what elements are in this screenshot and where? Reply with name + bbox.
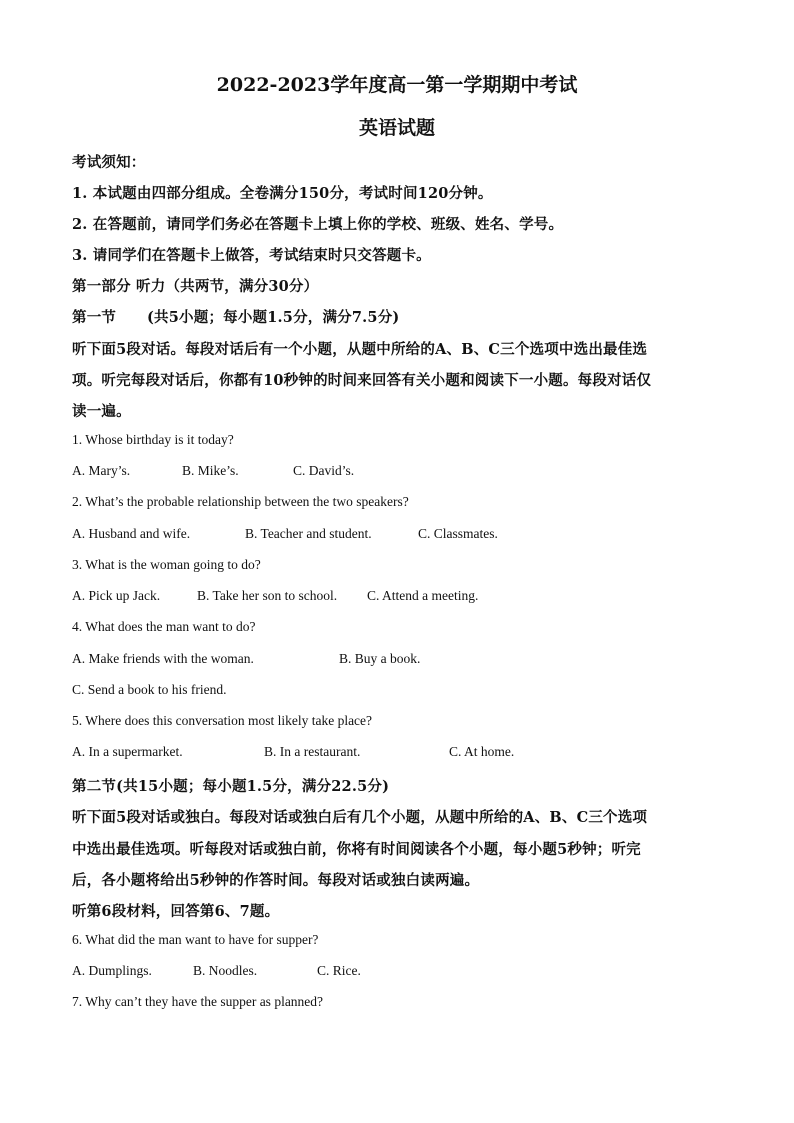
section1-instruction-line: 听下面5段对话。每段对话后有一个小题，从题中所给的A、B、C三个选项中选出最佳选 <box>72 341 648 358</box>
option-a: A. Dumplings. <box>72 963 152 978</box>
part1-heading: 第一部分 听力（共两节，满分30分） <box>72 278 319 295</box>
option-a: A. Pick up Jack. <box>72 588 161 603</box>
option-b: B. Mike’s. <box>182 463 239 478</box>
question-4: 4. What does the man want to do? <box>72 619 256 634</box>
question-5: 5. Where does this conversation most likely take place? <box>72 713 373 728</box>
option-b: B. Teacher and student. <box>245 526 372 541</box>
question-3: 3. What is the woman going to do? <box>72 557 261 572</box>
options-row-5 <box>72 744 752 764</box>
notice-item-3: 3. 请同学们在答题卡上做答，考试结束时只交答题卡。 <box>72 247 431 264</box>
question-6: 6. What did the man want to have for supper? <box>72 932 319 947</box>
question-7: 7. Why can’t they have the supper as planned? <box>72 994 324 1009</box>
option-b: B. Buy a book. <box>339 651 421 666</box>
option-b: B. Take her son to school. <box>197 588 338 603</box>
section2-instruction-line: 中选出最佳选项。听每段对话或独白前，你将有时间阅读各个小题，每小题5秒钟；听完 <box>72 841 641 858</box>
question-1: 1. Whose birthday is it today? <box>72 432 234 447</box>
option-c: C. David’s. <box>293 463 355 478</box>
section2-heading: 第二节(共15小题；每小题1.5分，满分22.5分) <box>72 778 390 795</box>
question-2: 2. What’s the probable relationship between the two speakers? <box>72 494 409 509</box>
section2-instruction-line: 听下面5段对话或独白。每段对话或独白后有几个小题，从题中所给的A、B、C三个选项 <box>72 809 648 826</box>
option-a: A. Mary’s. <box>72 463 131 478</box>
material-note: 听第6段材料，回答第6、7题。 <box>72 903 280 920</box>
option-a: A. In a supermarket. <box>72 744 183 759</box>
option-c: C. At home. <box>449 744 515 759</box>
notice-item-2: 2. 在答题前，请同学们务必在答题卡上填上你的学校、班级、姓名、学号。 <box>72 216 564 233</box>
options-row-4 <box>72 651 752 671</box>
notice-item-1: 1. 本试题由四部分组成。全卷满分150分，考试时间120分钟。 <box>72 185 493 202</box>
options-row-1 <box>72 463 752 483</box>
option-c: C. Rice. <box>317 963 361 978</box>
section1-instruction-line: 读一遍。 <box>72 403 131 420</box>
section1-heading-detail: (共5小题；每小题1.5分，满分7.5分) <box>147 309 400 326</box>
option-c: C. Classmates. <box>418 526 498 541</box>
notice-heading: 考试须知： <box>72 154 146 171</box>
option-b: B. Noodles. <box>193 963 258 978</box>
option-c: C. Send a book to his friend. <box>72 682 227 697</box>
options-row-6 <box>72 963 752 983</box>
options-row-3 <box>72 588 752 608</box>
section2-instruction-line: 后，各小题将给出5秒钟的作答时间。每段对话或独白读两遍。 <box>72 872 480 889</box>
option-b: B. In a restaurant. <box>264 744 361 759</box>
option-a: A. Husband and wife. <box>72 526 191 541</box>
option-a: A. Make friends with the woman. <box>72 651 254 666</box>
page-subtitle: 英语试题 <box>358 117 435 139</box>
option-c: C. Attend a meeting. <box>367 588 479 603</box>
page-title: 2022-2023学年度高一第一学期期中考试 <box>216 74 578 96</box>
options-row-2 <box>72 526 752 546</box>
section1-heading-label: 第一节 <box>72 309 117 326</box>
section1-instruction-line: 项。听完每段对话后，你都有10秒钟的时间来回答有关小题和阅读下一小题。每段对话仅 <box>72 372 652 389</box>
